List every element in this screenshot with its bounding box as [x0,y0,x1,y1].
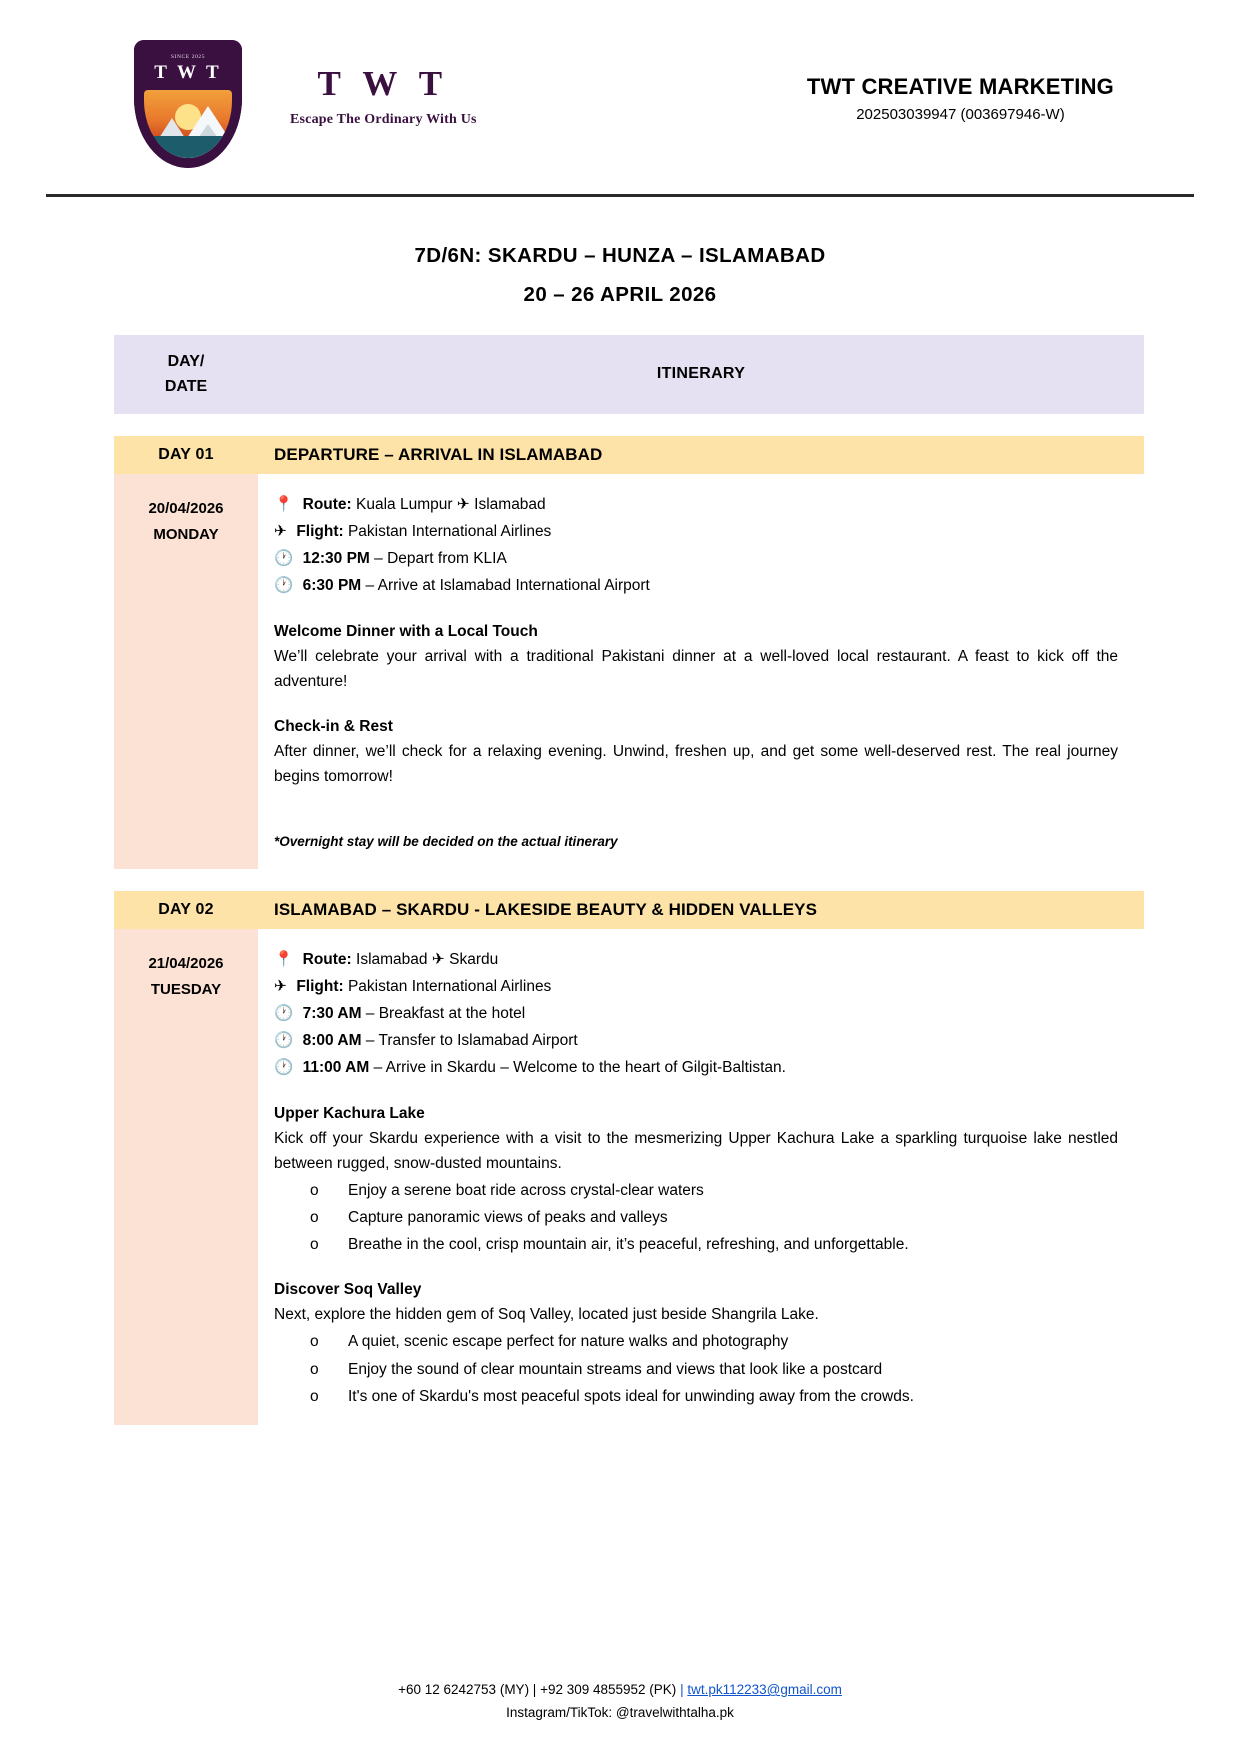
day-title: DEPARTURE – ARRIVAL IN ISLAMABAD [258,436,1144,474]
clock-icon: 🕐 [274,1031,294,1050]
time-value: 8:00 AM [302,1032,362,1050]
day-label: DAY 02 [114,891,258,929]
day-weekday: TUESDAY [150,980,222,998]
document-footer [0,1679,1240,1725]
table-spacer [114,414,1144,436]
time-value: 12:30 PM [302,550,370,568]
table-header-row [114,335,1144,414]
time-text: – Breakfast at the hotel [365,1005,526,1023]
footer-separator: | [680,1682,684,1698]
time-text: – Transfer to Islamabad Airport [365,1032,578,1050]
footer-email-link[interactable]: twt.pk112233@gmail.com [687,1682,842,1698]
company-name: TWT CREATIVE MARKETING [806,74,1114,99]
logo-monogram: T W T [154,62,222,83]
section-heading: Discover Soq Valley [274,1281,422,1299]
plane-icon: ✈ [274,977,287,996]
header-divider [46,194,1194,197]
header-day-line2: DATE [164,378,208,396]
page-title [46,237,1194,315]
list-item: o Capture panoramic views of peaks and valleys [310,1205,1118,1230]
table-spacer [114,869,1144,891]
section-heading: Upper Kachura Lake [274,1104,425,1122]
section-text: Kick off your Skardu experience with a visit to the mesmerizing Upper Kachura Lake a sparkling turquoise lake nestled between rugged, snow-dusted mountains. [274,1129,1118,1172]
plane-icon: ✈ [431,950,445,969]
document-header [46,38,1194,188]
section-text: Next, explore the hidden gem of Soq Valley, located just beside Shangrila Lake. [274,1306,819,1324]
clock-icon: 🕐 [274,576,294,595]
flight-label: Flight: [296,978,344,996]
route-line [274,947,1118,972]
route-destination: Skardu [449,951,499,969]
title-line-1: 7D/6N: SKARDU – HUNZA – ISLAMABAD [414,244,826,267]
route-line [274,492,1118,517]
time-text: – Depart from KLIA [374,550,507,568]
day-date: 21/04/2026 [148,955,224,973]
day-date: 20/04/2026 [148,500,224,518]
pin-icon: 📍 [274,495,294,514]
logo-since-text: SINCE 2025 [170,54,206,60]
section-heading: Welcome Dinner with a Local Touch [274,622,538,640]
list-item: o A quiet, scenic escape perfect for nature walks and photography [310,1329,1118,1354]
brand-tagline: Escape The Ordinary With Us [290,112,477,127]
time-value: 7:30 AM [302,1005,362,1023]
time-line [274,1001,1118,1026]
itinerary-table [114,335,1144,1425]
flight-line [274,974,1118,999]
plane-icon: ✈ [274,522,287,541]
route-label: Route: [302,951,352,969]
flight-label: Flight: [296,523,344,541]
footer-contact-line [0,1679,1240,1702]
day-date-cell [114,474,258,869]
time-line [274,1055,1118,1080]
day-body-row [114,474,1144,869]
title-line-2: 20 – 26 APRIL 2026 [523,282,717,306]
list-item: o Enjoy the sound of clear mountain streams and views that look like a postcard [310,1357,1118,1382]
brand-name: T W T [317,64,450,103]
time-line [274,546,1118,571]
route-destination: Islamabad [474,496,546,514]
time-line [274,1028,1118,1053]
table-header-itinerary: ITINERARY [258,335,1144,414]
route-origin: Islamabad [356,951,428,969]
pin-icon: 📍 [274,950,294,969]
section-bullet-list [274,1329,1118,1408]
lake-shape [144,136,232,158]
list-item: o It's one of Skardu's most peaceful spots ideal for unwinding away from the crowds. [310,1384,1118,1409]
brand-wordmark [290,38,477,128]
shield-inner [140,46,236,162]
route-origin: Kuala Lumpur [356,496,453,514]
section-text: We’ll celebrate your arrival with a traditional Pakistani dinner at a well-loved local restaurant. A feast to kick off the adventure! [274,647,1118,690]
table-header-day-date [114,335,258,414]
footer-social: Instagram/TikTok: @travelwithtalha.pk [506,1705,734,1721]
time-value: 6:30 PM [302,577,362,595]
clock-icon: 🕐 [274,1058,294,1077]
list-item: o Enjoy a serene boat ride across crystal-clear waters [310,1178,1118,1203]
list-item: o Breathe in the cool, crisp mountain air, it’s peaceful, refreshing, and unforgettable. [310,1232,1118,1257]
day-band-row [114,891,1144,929]
day-weekday: MONDAY [153,525,219,543]
mountain-sunset-illustration [144,90,232,158]
footer-phones: +60 12 6242753 (MY) | +92 309 4855952 (PK) [398,1682,677,1698]
plane-icon: ✈ [456,495,470,514]
shield-shape [134,40,242,168]
day-detail-cell [258,929,1144,1425]
time-text: – Arrive at Islamabad International Airport [365,577,650,595]
time-text: – Arrive in Skardu – Welcome to the heart of Gilgit-Baltistan. [373,1059,786,1077]
flight-line [274,519,1118,544]
flight-value: Pakistan International Airlines [347,523,552,541]
day-body-row [114,929,1144,1425]
day-label: DAY 01 [114,436,258,474]
day-detail-cell [258,474,1144,869]
overnight-note: *Overnight stay will be decided on the actual itinerary [274,834,618,850]
company-block [807,38,1134,123]
flight-value: Pakistan International Airlines [347,978,552,996]
twt-shield-logo [126,38,250,172]
day-date-cell [114,929,258,1425]
time-line [274,573,1118,598]
day-title: ISLAMABAD – SKARDU - LAKESIDE BEAUTY & HIDDEN VALLEYS [258,891,1144,929]
company-registration: 202503039947 (003697946-W) [856,106,1065,123]
route-label: Route: [302,496,352,514]
clock-icon: 🕐 [274,549,294,568]
day-band-row [114,436,1144,474]
section-bullet-list [274,1178,1118,1257]
clock-icon: 🕐 [274,1004,294,1023]
time-value: 11:00 AM [302,1059,370,1077]
section-text: After dinner, we’ll check for a relaxing evening. Unwind, freshen up, and get some well-deserved rest. The real journey begins tomorrow! [274,742,1118,786]
section-heading: Check-in & Rest [274,717,393,735]
header-day-line1: DAY/ [167,352,205,370]
